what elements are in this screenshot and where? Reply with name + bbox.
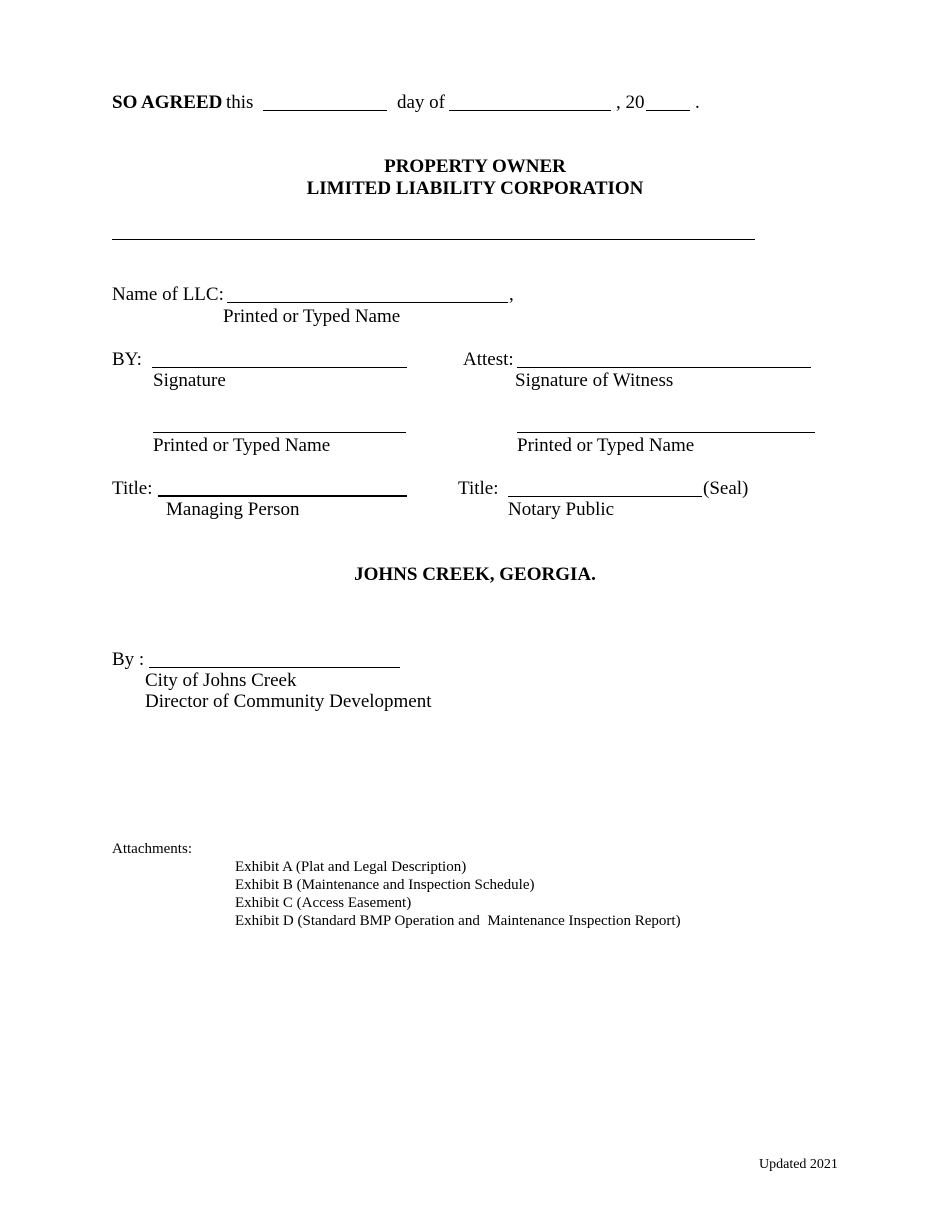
- city-name-text: City of Johns Creek: [145, 670, 297, 691]
- updated-footer: Updated 2021: [759, 1157, 838, 1172]
- witness-signature-line[interactable]: [517, 367, 811, 368]
- title-left-line[interactable]: [158, 495, 407, 497]
- owner-heading-line2: LIMITED LIABILITY CORPORATION: [306, 178, 644, 199]
- printed-name-right-caption: Printed or Typed Name: [517, 435, 695, 456]
- owner-heading-line1: PROPERTY OWNER: [384, 156, 566, 177]
- notary-public-caption: Notary Public: [508, 499, 615, 520]
- seal-text: (Seal): [703, 478, 749, 499]
- title-left-label: Title:: [112, 478, 153, 499]
- title-left-caption: Managing Person: [166, 499, 300, 520]
- attachment-exhibit-d: Exhibit D (Standard BMP Operation and Maintenance Inspection Report): [235, 913, 681, 929]
- printed-name-left-caption: Printed or Typed Name: [153, 435, 331, 456]
- day-blank-line[interactable]: [263, 110, 387, 111]
- llc-name-label: Name of LLC:: [112, 284, 224, 305]
- signature-line[interactable]: [152, 367, 407, 368]
- year-prefix-text: , 20: [616, 92, 645, 113]
- so-agreed-label: SO AGREED: [112, 92, 223, 113]
- so-agreed-this-text: this: [226, 92, 254, 113]
- month-blank-line[interactable]: [449, 110, 611, 111]
- city-signature-line[interactable]: [149, 667, 400, 668]
- city-heading: JOHNS CREEK, GEORGIA.: [354, 564, 596, 585]
- title-right-label: Title:: [458, 478, 499, 499]
- agreement-period: .: [695, 92, 700, 113]
- city-director-text: Director of Community Development: [145, 691, 432, 712]
- attachment-exhibit-b: Exhibit B (Maintenance and Inspection Schedule): [235, 877, 535, 893]
- attachments-label: Attachments:: [112, 841, 192, 857]
- attachment-exhibit-c: Exhibit C (Access Easement): [235, 895, 412, 911]
- heading-separator-line: [112, 239, 755, 240]
- signature-caption: Signature: [153, 370, 226, 391]
- llc-name-comma: ,: [509, 284, 514, 305]
- llc-name-line[interactable]: [227, 302, 508, 303]
- by-label: BY:: [112, 349, 142, 370]
- printed-name-right-line[interactable]: [517, 432, 815, 433]
- witness-signature-caption: Signature of Witness: [515, 370, 674, 391]
- attachment-exhibit-a: Exhibit A (Plat and Legal Description): [235, 859, 467, 875]
- llc-name-caption: Printed or Typed Name: [223, 306, 401, 327]
- city-by-label: By :: [112, 649, 145, 670]
- day-of-text: day of: [397, 92, 446, 113]
- printed-name-left-line[interactable]: [153, 432, 406, 433]
- year-blank-line[interactable]: [646, 110, 690, 111]
- attest-label: Attest:: [463, 349, 514, 370]
- title-right-line[interactable]: [508, 496, 702, 497]
